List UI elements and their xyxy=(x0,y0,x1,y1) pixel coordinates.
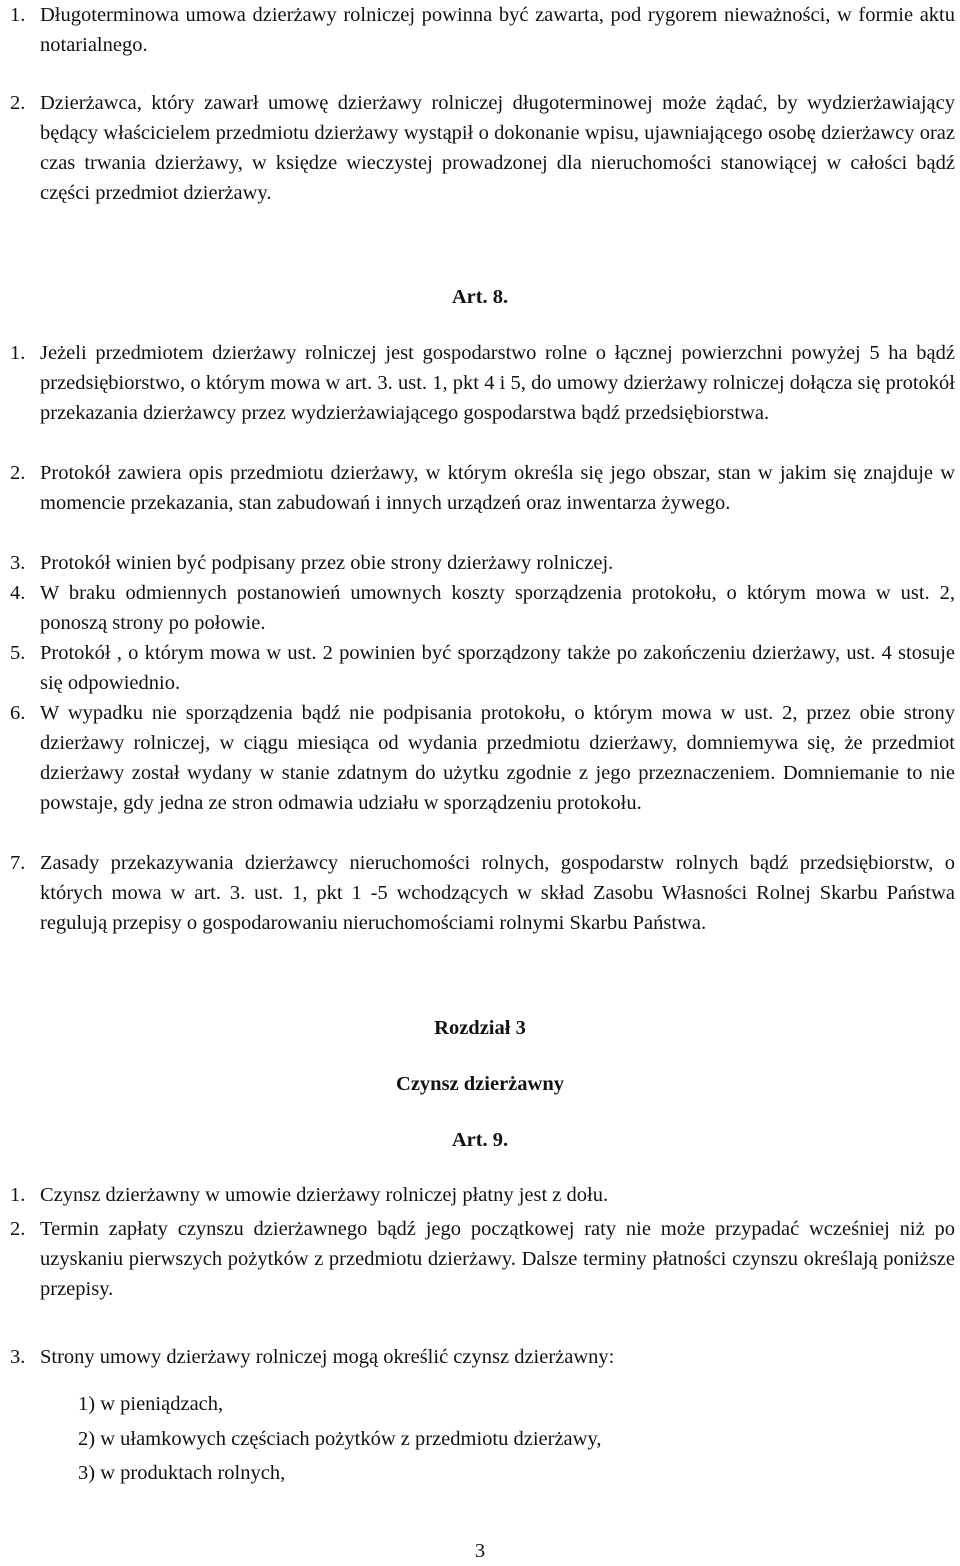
item-text: Protokół zawiera opis przedmiotu dzierżawy, w którym określa się jego obszar, stan w jakim się znajduje w momencie przekazania, stan zabudowań i innych urządzeń oraz inwentarza żywego. xyxy=(40,462,955,514)
item-text: Protokół , o którym mowa w ust. 2 powinien być sporządzony także po zakończeniu dzierżawy, ust. 4 stosuje się odpowiednio. xyxy=(40,642,955,694)
item-text: Zasady przekazywania dzierżawcy nieruchomości rolnych, gospodarstw rolnych bądź przedsiębiorstw, o których mowa w art. 3. ust. 1, pkt 1 -5 wchodzących w skład Zasobu Własności Rolnej Skarbu Państwa regulują przepisy o gospodarowaniu nieruchomościami rolnymi Skarbu Państwa. xyxy=(40,852,955,934)
paragraph-2 xyxy=(10,88,955,208)
item-number: 4. xyxy=(10,582,26,604)
art8-item-5 xyxy=(10,638,955,698)
paragraph-number: 2. xyxy=(10,92,26,114)
item-number: 2. xyxy=(10,1218,26,1240)
subitem-text: w pieniądzach, xyxy=(100,1393,224,1415)
paragraph-1 xyxy=(10,0,955,60)
art8-item-7 xyxy=(10,848,955,938)
item-number: 3. xyxy=(10,1346,26,1368)
subitem-number: 3) xyxy=(78,1462,96,1484)
item-text: Protokół winien być podpisany przez obie strony dzierżawy rolniczej. xyxy=(40,552,614,574)
subitem-text: w produktach rolnych, xyxy=(100,1462,286,1484)
art8-item-1 xyxy=(10,338,955,428)
art9-item-2 xyxy=(10,1214,955,1304)
item-number: 6. xyxy=(10,702,26,724)
item-number: 5. xyxy=(10,642,26,664)
art8-item-6 xyxy=(10,698,955,818)
item-number: 3. xyxy=(10,552,26,574)
chapter-title: Rozdział 3 xyxy=(434,1017,526,1039)
art9-item-3 xyxy=(10,1342,955,1372)
paragraph-text: Dzierżawca, który zawarł umowę dzierżawy rolniczej długoterminowej może żądać, by wydzierżawiający będący właścicielem przedmiotu dzierżawy wystąpił o dokonanie wpisu, ujawniającego osobę dzierżawcy oraz czas trwania dzierżawy, w księdze wieczystej prowadzonej dla nieruchomości stanowiącej w całości bądź części przedmiot dzierżawy. xyxy=(40,92,955,204)
item-text: W braku odmiennych postanowień umownych koszty sporządzenia protokołu, o którym mowa w ust. 2, ponoszą strony po połowie. xyxy=(40,582,955,634)
subitem-3 xyxy=(78,1458,285,1488)
paragraph-text: Długoterminowa umowa dzierżawy rolniczej powinna być zawarta, pod rygorem nieważności, w formie aktu notarialnego. xyxy=(40,4,955,56)
subitem-2 xyxy=(78,1424,602,1454)
paragraph-number: 1. xyxy=(10,4,26,26)
item-number: 2. xyxy=(10,462,26,484)
subitem-number: 2) xyxy=(78,1428,96,1450)
item-text: Termin zapłaty czynszu dzierżawnego bądź jego początkowej raty nie może przypadać wcześniej niż po uzyskaniu pierwszych pożytków z przedmiotu dzierżawy. Dalsze terminy płatności czynszu określają poniższe przepisy. xyxy=(40,1218,955,1300)
art8-item-3 xyxy=(10,548,955,578)
item-text: Strony umowy dzierżawy rolniczej mogą określić czynsz dzierżawny: xyxy=(40,1346,615,1368)
art9-item-1 xyxy=(10,1180,955,1210)
chapter-subtitle: Czynsz dzierżawny xyxy=(396,1073,564,1095)
item-text: Jeżeli przedmiotem dzierżawy rolniczej jest gospodarstwo rolne o łącznej powierzchni powyżej 5 ha bądź przedsiębiorstwo, o którym mowa w art. 3. ust. 1, pkt 4 i 5, do umowy dzierżawy rolniczej dołącza się protokół przekazania dzierżawcy przez wydzierżawiającego gospodarstwa bądź przedsiębiorstwa. xyxy=(40,342,955,424)
item-number: 1. xyxy=(10,342,26,364)
item-text: Czynsz dzierżawny w umowie dzierżawy rolniczej płatny jest z dołu. xyxy=(40,1184,609,1206)
subitem-text: w ułamkowych częściach pożytków z przedmiotu dzierżawy, xyxy=(100,1428,602,1450)
item-number: 1. xyxy=(10,1184,26,1206)
item-number: 7. xyxy=(10,852,26,874)
article-heading: Art. 8. xyxy=(451,286,509,308)
subitem-number: 1) xyxy=(78,1393,96,1415)
subitem-1 xyxy=(78,1389,223,1419)
item-text: W wypadku nie sporządzenia bądź nie podpisania protokołu, o którym mowa w ust. 2, przez obie strony dzierżawy rolniczej, w ciągu miesiąca od wydania przedmiotu dzierżawy, domniemywa się, że przedmiot dzierżawy został wydany w stanie zdatnym do użytku zgodnie z jego przeznaczeniem. Domniemanie to nie powstaje, gdy jedna ze stron odmawia udziału w sporządzeniu protokołu. xyxy=(40,702,955,814)
page-number: 3 xyxy=(474,1540,486,1562)
art8-item-4 xyxy=(10,578,955,638)
art8-item-2 xyxy=(10,458,955,518)
article-heading: Art. 9. xyxy=(451,1129,509,1151)
